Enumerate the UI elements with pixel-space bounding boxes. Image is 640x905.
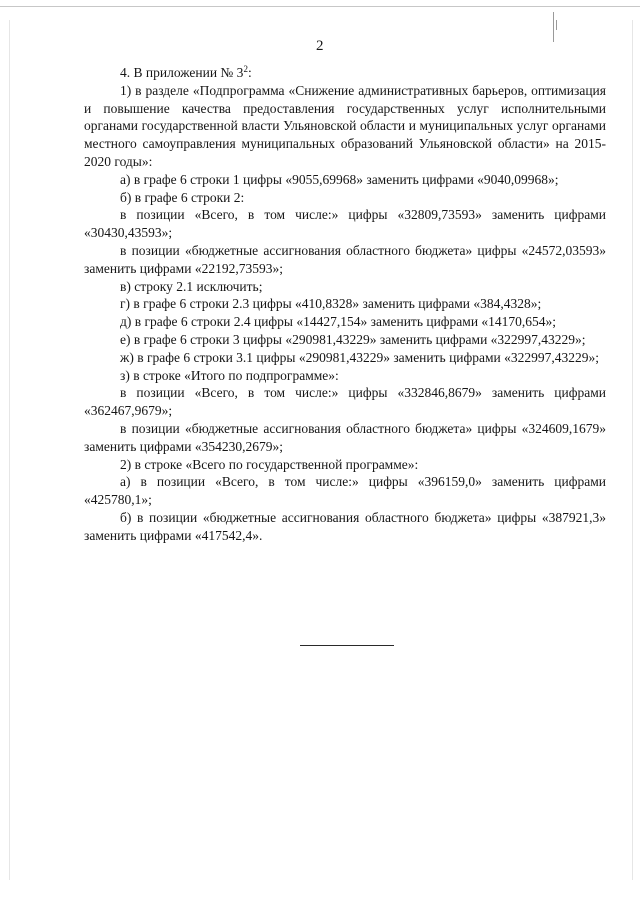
scan-edge-top — [0, 6, 640, 7]
paragraph: в позиции «бюджетные ассигнования областного бюджета» цифры «24572,03593» заменить цифрами «22192,73593»; — [84, 242, 606, 276]
paragraph: в позиции «Всего, в том числе:» цифры «332846,8679» заменить цифрами «362467,9679»; — [84, 385, 606, 419]
page-number: 2 — [316, 38, 324, 54]
scan-edge-right — [632, 20, 633, 880]
scan-mark-top-right-2 — [556, 20, 557, 30]
paragraph: а) в позиции «Всего, в том числе:» цифры «396159,0» заменить цифрами «425780,1»; — [84, 474, 606, 508]
paragraph: в) строку 2.1 исключить; — [120, 278, 263, 294]
scan-edge-left — [9, 20, 10, 880]
section-heading-colon: : — [247, 65, 252, 80]
paragraph: б) в позиции «бюджетные ассигнования областного бюджета» цифры «387921,3» заменить цифрами «417542,4». — [84, 509, 606, 543]
paragraph: е) в графе 6 строки 3 цифры «290981,43229» заменить цифрами «322997,43229»; — [120, 331, 586, 347]
paragraph: в позиции «Всего, в том числе:» цифры «32809,73593» заменить цифрами «30430,43593»; — [84, 207, 606, 241]
paragraph: а) в графе 6 строки 1 цифры «9055,69968» заменить цифрами «9040,09968»; — [120, 171, 559, 187]
document-body — [84, 64, 606, 545]
section-heading-text: 4. В приложении № 3 — [120, 65, 244, 80]
paragraph: б) в графе 6 строки 2: — [120, 189, 245, 205]
end-of-text-rule — [300, 645, 394, 646]
paragraph: г) в графе 6 строки 2.3 цифры «410,8328» заменить цифрами «384,4328»; — [120, 296, 542, 312]
paragraph: 2) в строке «Всего по государственной программе»: — [120, 456, 419, 472]
paragraph: ж) в графе 6 строки 3.1 цифры «290981,43229» заменить цифрами «322997,43229»; — [120, 349, 600, 365]
paragraph: д) в графе 6 строки 2.4 цифры «14427,154» заменить цифрами «14170,654»; — [120, 314, 557, 330]
paragraph: з) в строке «Итого по подпрограмме»: — [120, 367, 339, 383]
paragraph: в позиции «бюджетные ассигнования областного бюджета» цифры «324609,1679» заменить цифрами «354230,2679»; — [84, 420, 606, 454]
section-heading-superscript: 2 — [243, 64, 248, 74]
paragraph: 1) в разделе «Подпрограмма «Снижение административных барьеров, оптимизация и повышение качества предоставления государственных услуг исполнительными органами государственной власти Ульяновской области и муниципальных услуг органами местного самоуправления муниципальных образований Ульяновской области» на 2015-2020 годы»: — [84, 82, 606, 169]
section-heading — [84, 64, 606, 82]
